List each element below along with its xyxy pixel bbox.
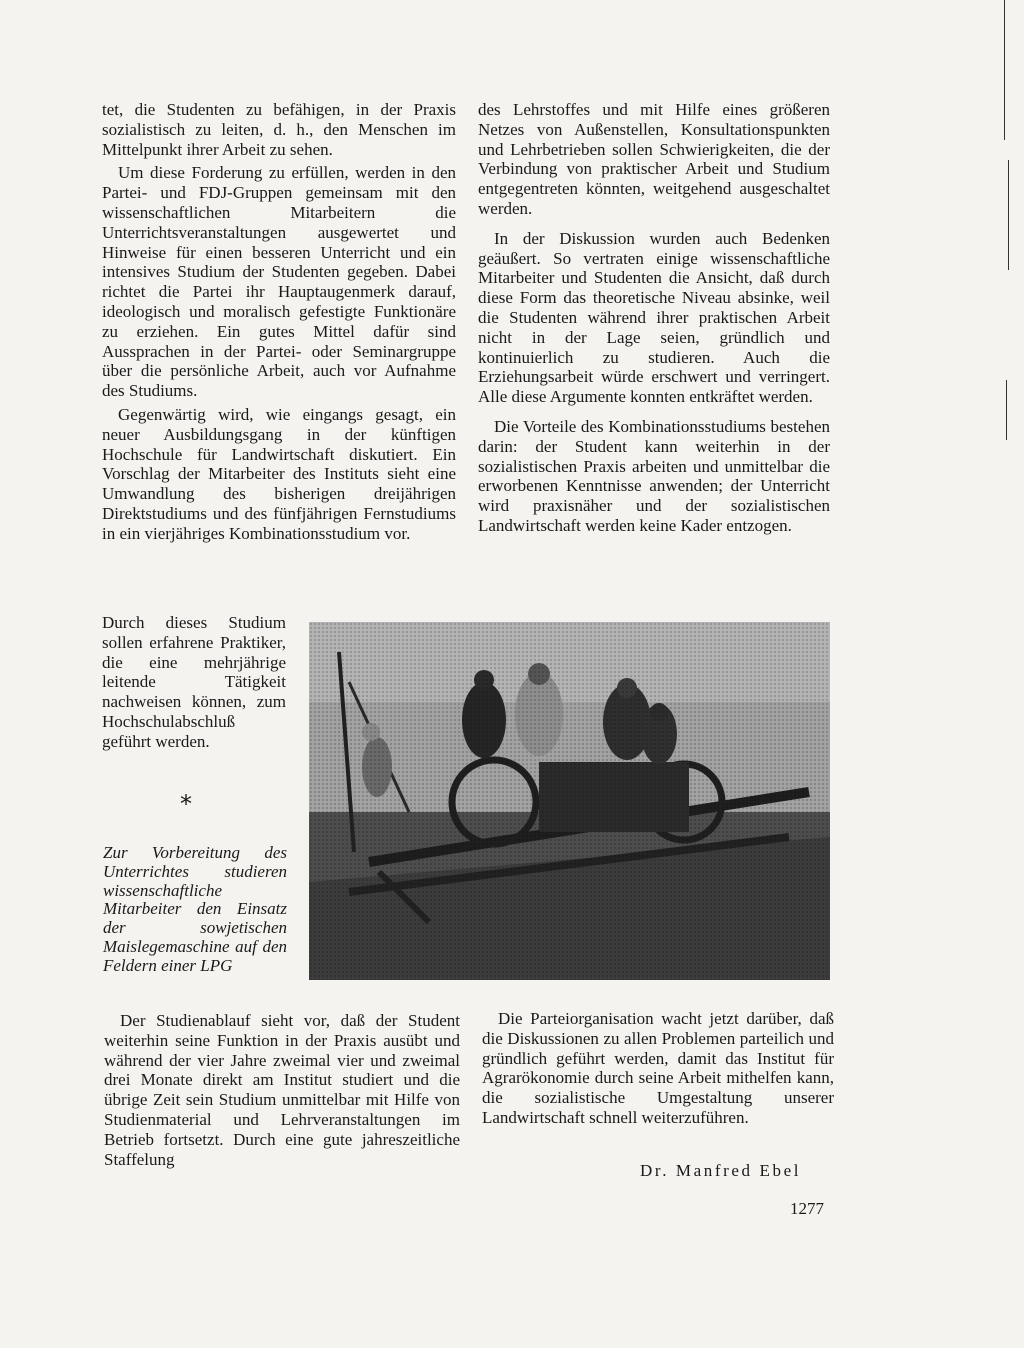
author-signature: Dr. Manfred Ebel (640, 1161, 802, 1180)
photo-maize-planting-machine (309, 622, 830, 980)
paragraph: In der Diskussion wurden auch Bedenken geäußert. So vertraten einige wissenschaftliche Mitarbeiter und Studenten die Ansicht, daß durch diese Form das theoretische Niveau absinke, weil die Studenten während ihrer praktischen Arbeit nicht in der Lage seien, gründlich und kontinuierlich zu studieren. Auch die Erziehungsarbeit würde erschwert und verringert. Alle diese Argumente konnten entkräftet werden. (478, 228, 830, 407)
photo-illustration (309, 622, 830, 980)
text-column-left-top (102, 100, 456, 548)
scan-edge-mark (1008, 160, 1009, 270)
text-column-right-top (478, 100, 830, 540)
page-number: 1277 (790, 1199, 824, 1218)
text-column-left-mid (102, 613, 286, 756)
paragraph: Die Vorteile des Kombinationsstudiums bestehen darin: der Student kann weiterhin in der sozialistischen Praxis arbeiten und unmittelbar die erworbenen Kenntnisse anwenden; der Unterricht wird praxisnäher und der sozialistischen Landwirtschaft werden keine Kader entzogen. (478, 416, 830, 535)
scan-edge-mark (1004, 0, 1005, 140)
paragraph: Der Studienablauf sieht vor, daß der Student weiterhin seine Funktion in der Praxis ausübt und während der vier Jahre zweimal vier und zweimal drei Monate direkt am Institut studiert und die übrige Zeit sein Studium unmittelbar mit Hilfe von Studienmaterial und Lehrveranstaltungen im Betrieb fortsetzt. Durch eine gute jahreszeitliche Staffelung (104, 1011, 460, 1169)
paragraph: Um diese Forderung zu erfüllen, werden in den Partei- und FDJ-Gruppen gemeinsam mit den wissenschaftlichen Mitarbeitern die Unterrichtsveranstaltungen ausgewertet und Hinweise für einen besseren Unterricht und ein intensives Studium der Studenten gegeben. Dabei richtet die Partei ihr Hauptaugenmerk darauf, ideologisch und moralisch gefestigte Funktionäre zu erziehen. Ein gutes Mittel dafür sind Aussprachen in der Partei- oder Seminargruppe über die persönliche Arbeit, auch vor Aufnahme des Studiums. (102, 163, 456, 401)
scan-edge-mark (1006, 380, 1007, 440)
paragraph: tet, die Studenten zu befähigen, in der Praxis sozialistisch zu leiten, d. h., den Menschen im Mittelpunkt ihrer Arbeit zu sehen. (102, 100, 456, 159)
paragraph: Durch dieses Studium sollen erfahrene Praktiker, die eine mehrjährige leitende Tätigkeit nachweisen können, zum Hochschulabschluß geführt werden. (102, 613, 286, 751)
paragraph: Die Parteiorganisation wacht jetzt darüber, daß die Diskussionen zu allen Problemen parteilich und gründlich geführt werden, damit das Institut für Agrarökonomie durch seine Arbeit mithelfen kann, die sozialistische Umgestaltung unserer Landwirtschaft schnell weiterzuführen. (482, 1009, 834, 1127)
paragraph: Gegenwärtig wird, wie eingangs gesagt, ein neuer Ausbildungsgang in der künftigen Hochschule für Landwirtschaft diskutiert. Ein Vorschlag der Mitarbeiter des Instituts sieht eine Umwandlung des bisherigen dreijährigen Direktstudiums und des fünfjährigen Fernstudiums in ein vierjähriges Kombinationsstudium vor. (102, 404, 456, 543)
section-separator: * (180, 790, 192, 818)
text-column-left-bottom (104, 1011, 460, 1173)
photo-caption: Zur Vorbereitung des Unterrichtes studieren wissenschaftliche Mitarbeiter den Einsatz der sowjetischen Maislegemaschine auf den Feldern einer LPG (103, 843, 287, 975)
text-column-right-bottom (482, 1009, 834, 1132)
paragraph: des Lehrstoffes und mit Hilfe eines größeren Netzes von Außenstellen, Konsultationspunkten und Lehrbetrieben sollen Schwierigkeiten, die der Verbindung von praktischer Arbeit und Studium entgegentreten könnten, weitgehend ausgeschaltet werden. (478, 100, 830, 218)
